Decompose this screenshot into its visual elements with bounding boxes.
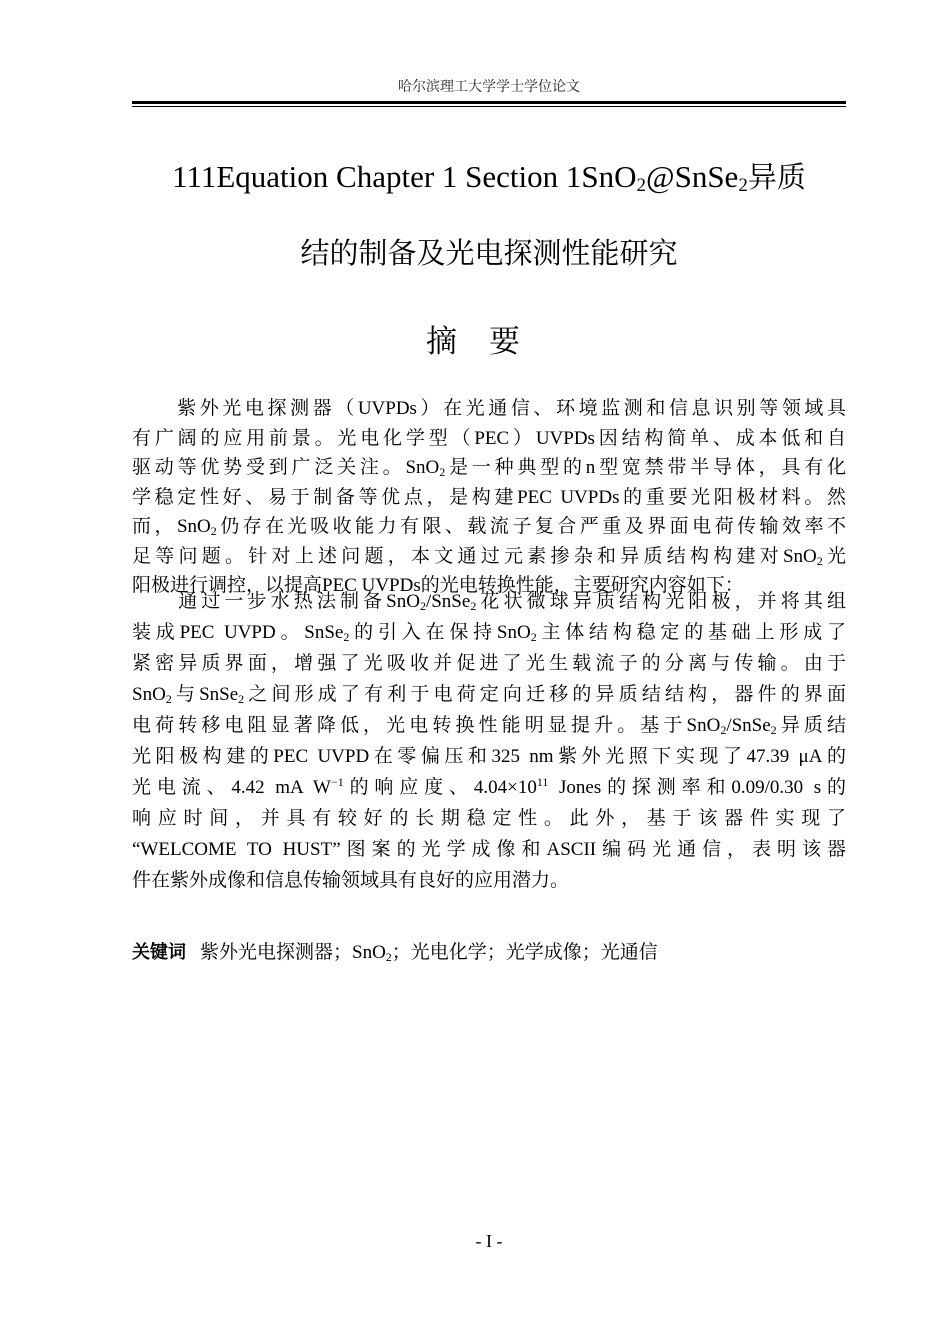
p2-line: 光电流、4.42 mA $W^{-1}$的响应度、$4.04\times 10^{11}$ Jones的探测率和0.09/0.30 s的 xyxy=(132,775,846,798)
p1-line: 足等问题。针对上述问题，本文通过元素掺杂和异质结构构建对SnO$_2$光 xyxy=(132,545,846,568)
keywords-label: 关键词 xyxy=(132,942,186,963)
p2-line: 通过一步水热法制备SnO$_2$/SnSe$_2$花状微球异质结构光阳极，并将其组 xyxy=(132,591,846,613)
header-rule-thin xyxy=(132,106,846,107)
p1-line: 阳极进行调控，以提高PEC UVPDs的光电转换性能，主要研究内容如下： xyxy=(132,575,744,596)
p1-line: 而，SnO$_2$仍存在光吸收能力有限、载流子复合严重及界面电荷传输效率不 xyxy=(132,516,846,538)
abstract-heading: 摘要 xyxy=(426,324,552,360)
p2-line: 光阳极构建的PEC UVPD在零偏压和325 nm紫外光照下实现了47.39 μA的 xyxy=(132,746,846,767)
p2-line: SnO$_2$与SnSe$_2$之间形成了有利于电荷定向迁移的异质结结构，器件的界面 xyxy=(132,684,846,706)
p1-line: 紫外光电探测器（UVPDs）在光通信、环境监测和信息识别等领域具 xyxy=(132,398,846,419)
header-rule-thick xyxy=(132,101,846,104)
p1-line: 有广阔的应用前景。光电化学型（PEC）UVPDs因结构简单、成本低和自 xyxy=(132,427,846,449)
p1-line: 学稳定性好、易于制备等优点，是构建PEC UVPDs的重要光阳极材料。然 xyxy=(132,486,846,508)
p2-line: “WELCOME TO HUST”图案的光学成像和ASCII编码光通信，表明该器 xyxy=(132,839,846,860)
p2-line: 装成PEC UVPD。SnSe$_2$的引入在保持SnO$_2$主体结构稳定的基础上形成了 xyxy=(132,622,846,644)
p2-line: 紧密异质界面，增强了光吸收并促进了光生载流子的分离与传输。由于 xyxy=(132,653,846,674)
running-header: 哈尔滨理工大学学士学位论文 xyxy=(398,80,580,95)
title-line-1: 111Equation Chapter 1 Section 1SnO$_2$@SnSe$_2$异质 xyxy=(172,159,806,196)
keywords-line xyxy=(132,940,658,966)
p2-line: 响应时间，并具有较好的长期稳定性。此外，基于该器件实现了 xyxy=(132,808,846,829)
abstract-paragraph-2 xyxy=(132,586,846,896)
keywords-text: 紫外光电探测器；SnO$_2$；光电化学；光学成像；光通信 xyxy=(200,942,658,964)
p1-line: 驱动等优势受到广泛关注。SnO$_2$是一种典型的n型宽禁带半导体，具有化 xyxy=(132,457,846,479)
page-number: - I - xyxy=(475,1231,503,1251)
p2-line: 件在紫外成像和信息传输领域具有良好的应用潜力。 xyxy=(132,870,570,891)
abstract-paragraph-1 xyxy=(132,394,846,601)
title-line-2: 结的制备及光电探测性能研究 xyxy=(300,236,678,270)
p2-line: 电荷转移电阻显著降低，光电转换性能明显提升。基于SnO$_2$/SnSe$_2$异质结 xyxy=(132,715,846,737)
